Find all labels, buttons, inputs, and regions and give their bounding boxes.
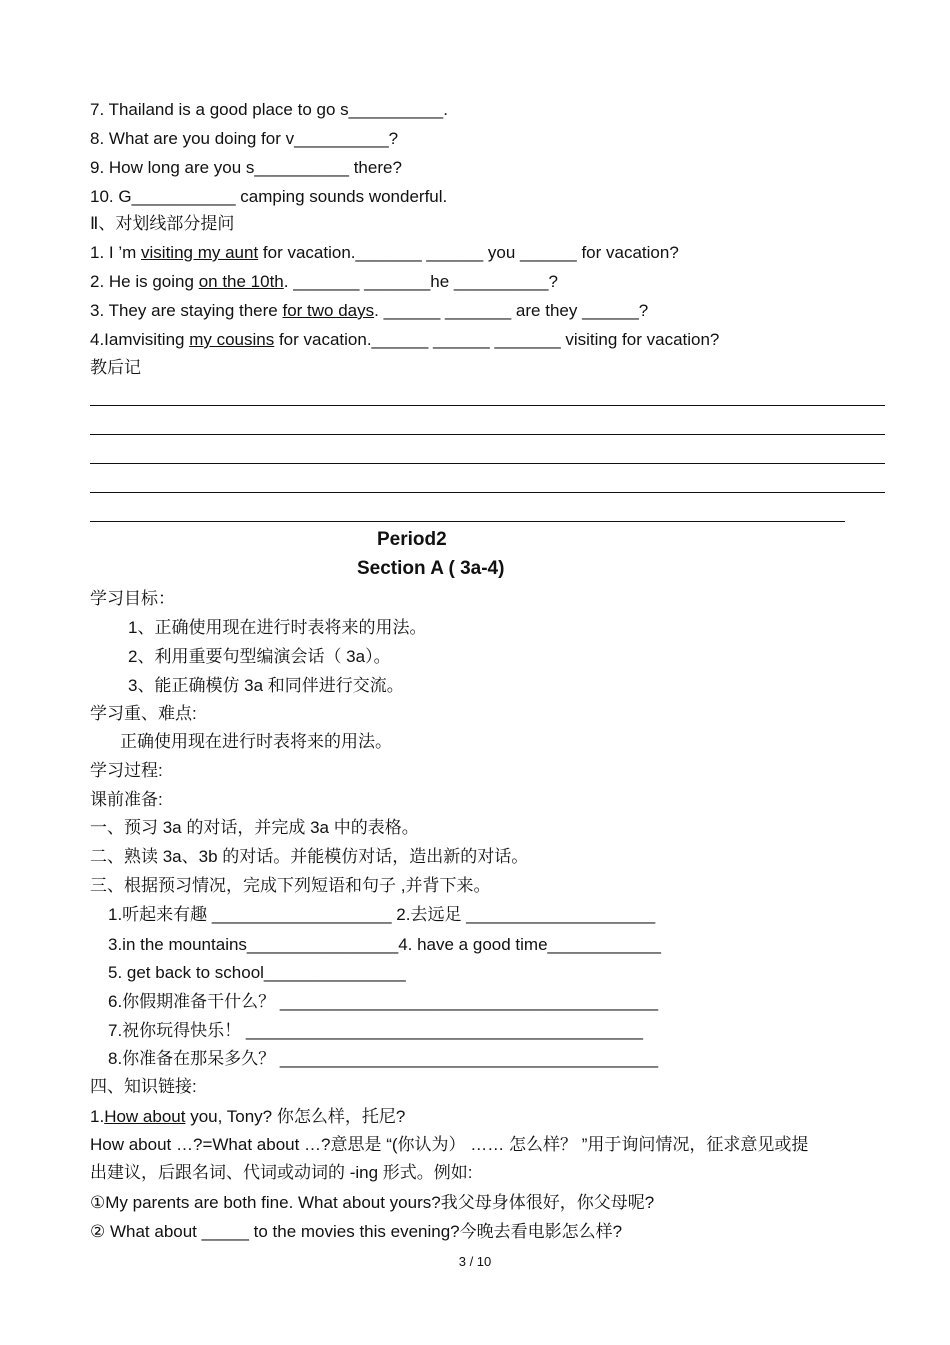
question-3-post: . ______ _______ are they ______? [374,301,649,320]
example-line-2: ② What about _____ to the movies this evening?今晚去看电影怎么样? [90,1222,623,1241]
question-4-pre: 4.Iamvisiting [90,330,190,349]
phrase-line-2: 3.in the mountains________________4. have a good time____________ [108,935,661,954]
question-1-pre: 1. I ’m [90,243,142,262]
phrase-line-6: 8.你准备在那呆多久？ ________________________________________ [108,1049,659,1068]
question-2-underlined: on the 10th [198,272,284,291]
prep-label: 课前准备: [90,790,163,809]
exercise-line-10: 10. G___________ camping sounds wonderful. [90,187,448,206]
reflection-line [90,434,885,435]
question-4 [90,329,719,351]
key-text: 正确使用现在进行时表将来的用法。 [120,732,392,751]
goal-item-3: 3、能正确模仿 3a 和同伴进行交流。 [128,676,404,695]
link-item-1-pre: 1. [90,1107,105,1126]
reflection-label: 教后记 [90,358,141,377]
exercise-line-8: 8. What are you doing for v__________? [90,129,399,148]
period-title: Period2 [377,529,447,550]
section-heading-2: Ⅱ、对划线部分提问 [90,214,235,233]
link-item-1-post: you, Tony? 你怎么样，托尼? [185,1107,406,1126]
exercise-line-7: 7. Thailand is a good place to go s__________. [90,100,448,119]
exercise-line-9: 9. How long are you s__________ there? [90,158,402,177]
goal-item-2: 2、利用重要句型编演会话（ 3a）。 [128,647,391,666]
reflection-line [90,405,885,406]
prep-item-3: 三、根据预习情况，完成下列短语和句子 ,并背下来。 [90,876,491,895]
question-3-pre: 3. They are staying there [90,301,283,320]
explanation-line-1: How about …?=What about …?意思是 “(你认为） …… 怎么样？ ”用于询问情况，征求意见或提 [90,1135,809,1154]
link-label: 四、知识链接: [90,1077,197,1096]
question-3 [90,300,648,322]
question-2-pre: 2. He is going [90,272,199,291]
prep-item-1: 一、预习 3a 的对话，并完成 3a 中的表格。 [90,818,419,837]
question-3-underlined: for two days [282,301,375,320]
link-item-1 [90,1106,405,1128]
explanation-line-2: 出建议，后跟名词、代词或动词的 -ing 形式。例如: [90,1163,473,1182]
phrase-line-5: 7.祝你玩得快乐！ __________________________________________ [108,1021,643,1040]
section-title: Section A ( 3a-4) [357,558,505,579]
example-line-1: ①My parents are both fine. What about yours?我父母身体很好，你父母呢? [90,1193,655,1212]
prep-item-2: 二、熟读 3a、3b 的对话。并能模仿对话，造出新的对话。 [90,847,529,866]
phrase-line-4: 6.你假期准备干什么？ ________________________________________ [108,992,659,1011]
phrase-line-3: 5. get back to school_______________ [108,963,406,982]
goal-item-1: 1、正确使用现在进行时表将来的用法。 [128,618,427,637]
question-1 [90,242,679,264]
link-item-1-underlined: How about [104,1107,186,1126]
reflection-line [90,521,845,522]
reflection-line [90,463,885,464]
question-4-post: for vacation.______ ______ _______ visiting for vacation? [274,330,720,349]
question-1-underlined: visiting my aunt [141,243,259,262]
question-2-post: . _______ _______he __________? [283,272,558,291]
goals-label: 学习目标： [90,589,175,608]
key-label: 学习重、难点: [90,704,197,723]
question-4-underlined: my cousins [189,330,275,349]
page-number: 3 / 10 [458,1254,492,1269]
question-1-post: for vacation._______ ______ you ______ for vacation? [258,243,679,262]
phrase-line-1: 1.听起来有趣 ___________________ 2.去远足 ____________________ [108,905,656,924]
question-2 [90,271,558,293]
process-label: 学习过程: [90,761,163,780]
reflection-line [90,492,885,493]
